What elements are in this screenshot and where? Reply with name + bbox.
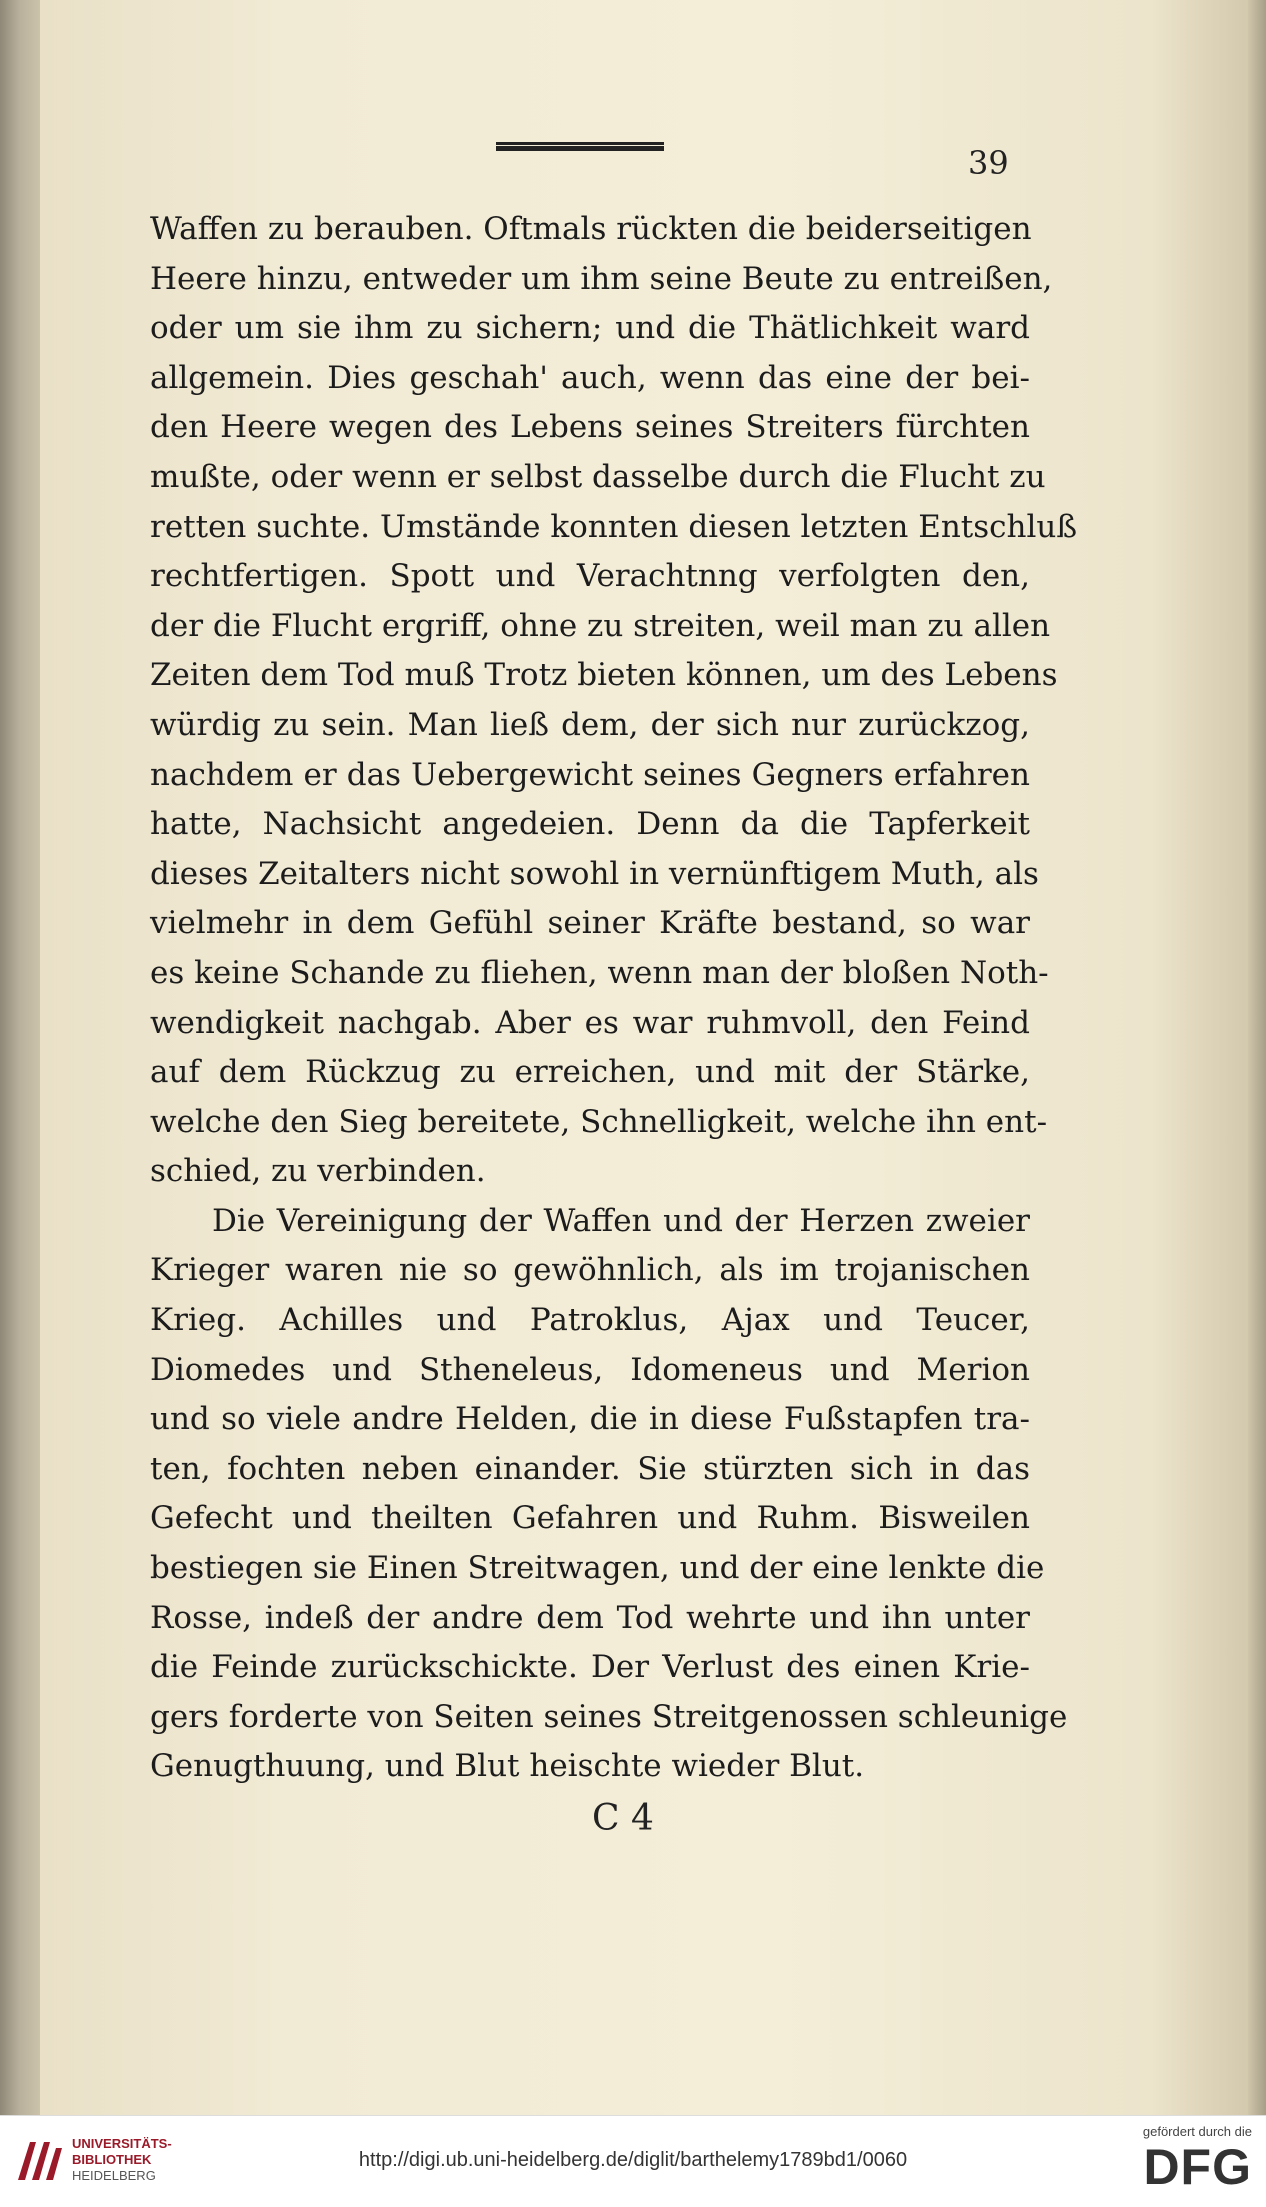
text-line: bestiegen sie Einen Streitwagen, und der eine lenkte die [150, 1550, 1045, 1587]
dfg-logo: DFG [1143, 2139, 1252, 2195]
text-line: Krieger waren nie so gewöhnlich, als im trojanischen [150, 1252, 1030, 1289]
text-line: Heere hinzu, entweder um ihm seine Beute zu entreißen, [150, 260, 1053, 297]
text-line: vielmehr in dem Gefühl seiner Kräfte bestand, so war [150, 905, 1030, 942]
library-name-line: BIBLIOTHEK [72, 2152, 152, 2167]
text-line: Waffen zu berauben. Oftmals rückten die beiderseitigen [150, 211, 1032, 247]
text-line: es keine Schande zu fliehen, wenn man der bloßen Noth- [150, 954, 1049, 991]
library-name-line: HEIDELBERG [72, 2168, 156, 2183]
library-name-line: UNIVERSITÄTS- [72, 2136, 172, 2151]
text-line: Rosse, indeß der andre dem Tod wehrte und ihn unter [150, 1599, 1030, 1636]
text-line: gers forderte von Seiten seines Streitgenossen schleunige [150, 1698, 1068, 1735]
text-line: Gefecht und theilten Gefahren und Ruhm. Bisweilen [150, 1500, 1030, 1537]
text-line: Genugthuung, und Blut heischte wieder Blut. [150, 1748, 865, 1785]
text-line: nachdem er das Uebergewicht seines Gegners erfahren [150, 756, 1030, 793]
header-rule [496, 142, 664, 151]
body-text [150, 205, 1078, 1792]
text-line: die Feinde zurückschickte. Der Verlust des einen Krie- [150, 1649, 1030, 1686]
text-line: auf dem Rückzug zu erreichen, und mit der Stärke, [150, 1054, 1030, 1091]
page-right-edge [1248, 0, 1266, 2115]
text-line: allgemein. Dies geschah' auch, wenn das eine der bei- [150, 359, 1030, 396]
text-line: Zeiten dem Tod muß Trotz bieten können, um des Lebens [150, 657, 1058, 694]
funding-caption: gefördert durch die [1142, 2124, 1252, 2139]
text-line: oder um sie ihm zu sichern; und die Thätlichkeit ward [150, 310, 1030, 347]
permalink-url[interactable]: http://digi.ub.uni-heidelberg.de/diglit/barthelemy1789bd1/0060 [358, 2149, 908, 2171]
text-line: Diomedes und Stheneleus, Idomeneus und Merion [150, 1351, 1030, 1388]
text-line: wendigkeit nachgab. Aber es war ruhmvoll, den Feind [150, 1004, 1030, 1041]
text-line: den Heere wegen des Lebens seines Streiters fürchten [150, 409, 1030, 446]
text-line: und so viele andre Helden, die in diese Fußstapfen tra- [150, 1401, 1030, 1438]
text-line: Die Vereinigung der Waffen und der Herzen zweier [212, 1202, 1030, 1239]
text-line: würdig zu sein. Man ließ dem, der sich nur zurückzog, [150, 706, 1030, 743]
text-line: dieses Zeitalters nicht sowohl in vernünftigem Muth, als [150, 855, 1039, 892]
funding-credit [1112, 2124, 1252, 2195]
text-line: schied, zu verbinden. [150, 1153, 486, 1190]
printer-signature: C 4 [592, 1798, 654, 1839]
text-line: der die Flucht ergriff, ohne zu streiten, weil man zu allen [150, 607, 1051, 644]
text-line: ten, fochten neben einander. Sie stürzten sich in das [150, 1450, 1030, 1487]
page-number: 39 [968, 144, 1009, 182]
text-line: mußte, oder wenn er selbst dasselbe durch die Flucht zu [150, 458, 1046, 495]
text-line: hatte, Nachsicht angedeien. Denn da die Tapferkeit [150, 806, 1030, 843]
text-line: retten suchte. Umstände konnten diesen letzten Entschluß [150, 508, 1078, 545]
page-gutter [0, 0, 44, 2115]
text-line: welche den Sieg bereitete, Schnelligkeit, welche ihn ent- [150, 1103, 1048, 1140]
text-line: Krieg. Achilles und Patroklus, Ajax und Teucer, [150, 1302, 1030, 1339]
viewer-footer [0, 2115, 1266, 2207]
text-line: rechtfertigen. Spott und Verachtnng verfolgten den, [150, 558, 1030, 595]
